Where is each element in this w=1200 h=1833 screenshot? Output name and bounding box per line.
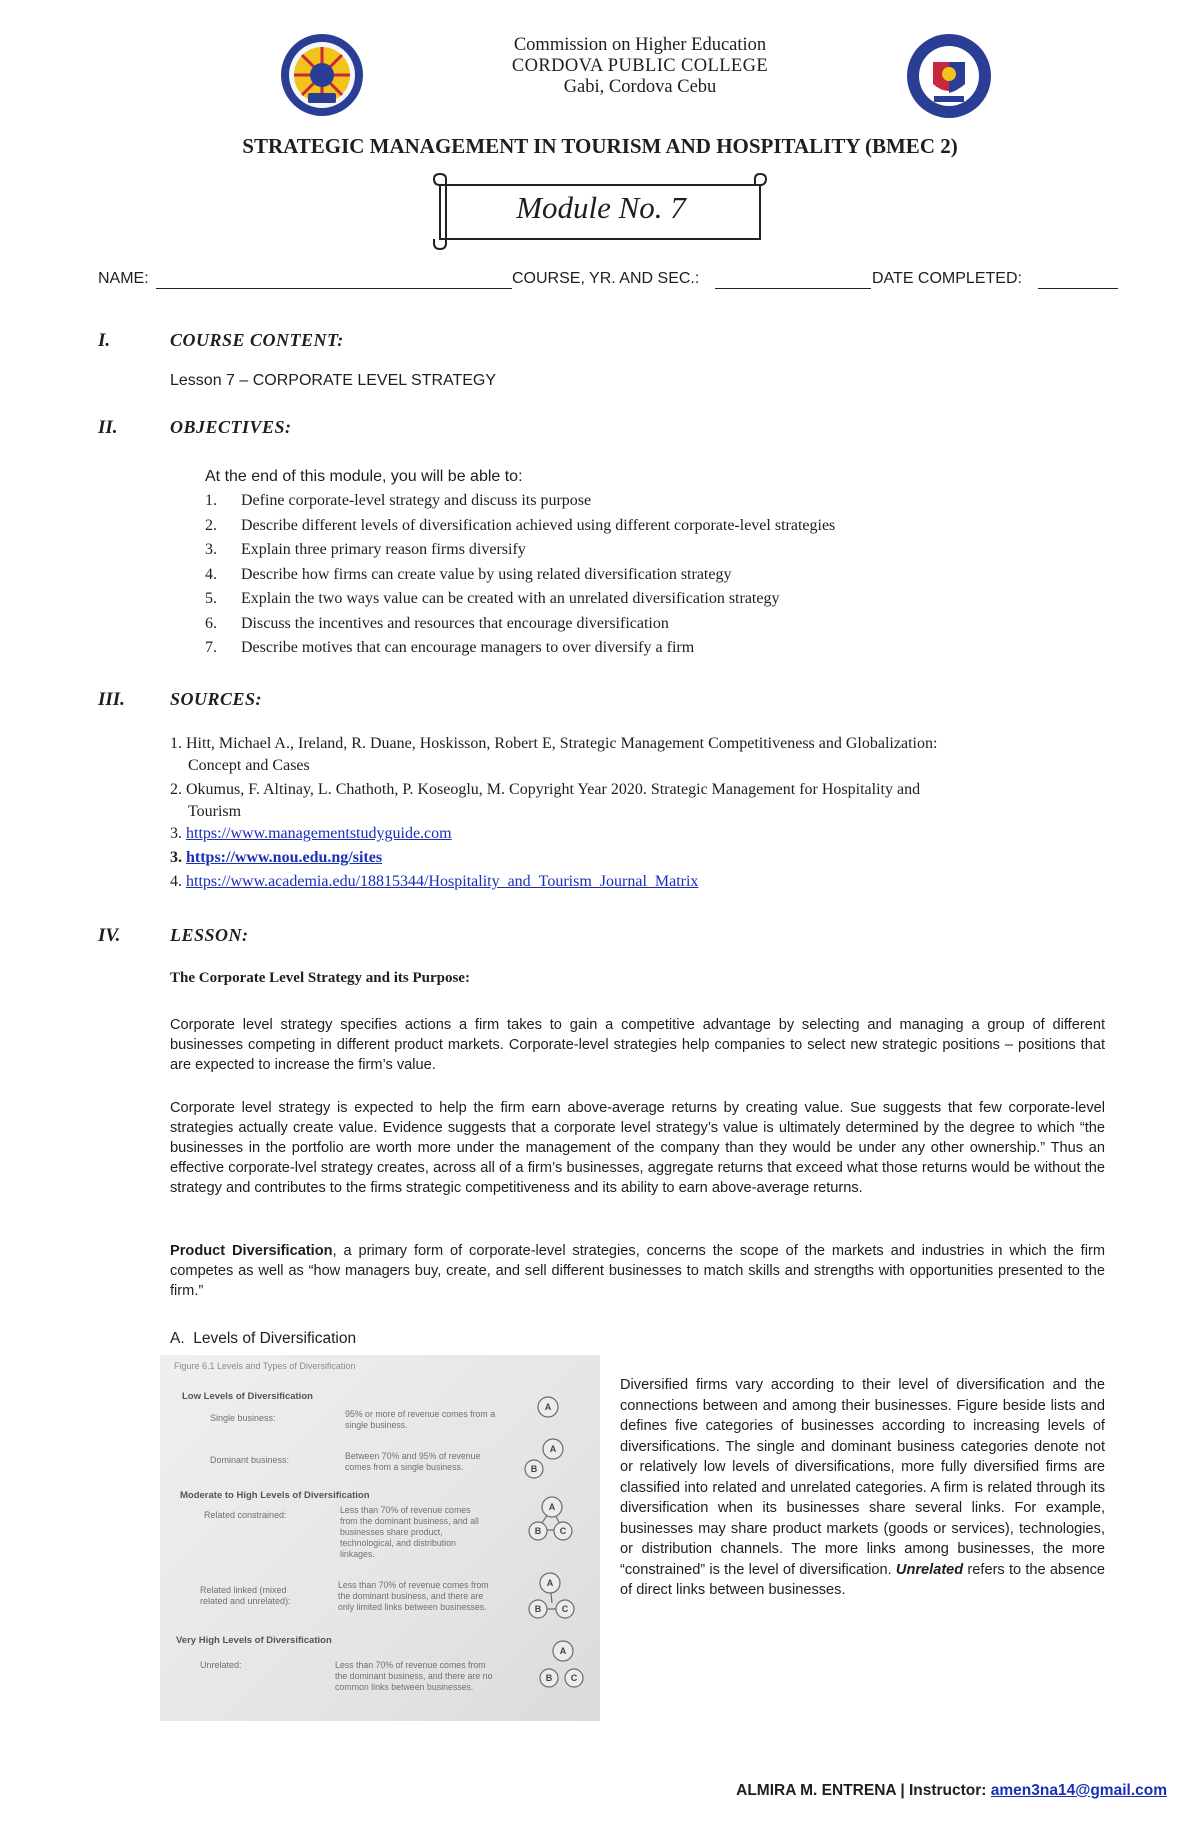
node-label: B <box>530 1464 538 1474</box>
course-label: COURSE, YR. AND SEC.: <box>512 270 700 287</box>
lesson-paragraph-2: Corporate level strategy is expected to help the firm earn above-average returns by creating value. Sue suggests that few corporate-level strategies actually create value. Evidence suggests that a corporate level strategy’s value is ultimately determined by the degree to which “the businesses in the portfolio are worth more under the management of the company than they would be under any other ownership.” Thus an effective corporate-lvel strategy creates, across all of a firm’s businesses, aggregate returns that exceed what those returns would be without the strategy and contributes to the firms strategic competitiveness and its ability to earn above-average returns. <box>170 1100 1105 1196</box>
source-item: 1. Hitt, Michael A., Ireland, R. Duane, Hoskisson, Robert E, Strategic Management Competitiveness and Globalization: <box>170 735 938 752</box>
source-item-cont: Tourism <box>188 803 242 820</box>
figure-row-desc: Between 70% and 95% of revenue comes from a single business. <box>345 1451 481 1472</box>
source-link-nou[interactable]: https://www.nou.edu.ng/sites <box>186 849 383 866</box>
student-info-fields <box>98 270 1098 294</box>
lesson-heading: The Corporate Level Strategy and its Purpose: <box>170 970 470 986</box>
header-address: Gabi, Cordova Cebu <box>563 77 717 97</box>
instructor-name: ALMIRA M. ENTRENA <box>736 1782 897 1799</box>
sources-list <box>170 733 1110 893</box>
figure-title: Figure 6.1 Levels and Types of Diversification <box>174 1361 356 1371</box>
section-4-number: IV. <box>98 925 121 946</box>
figure-row-label: Single business: <box>210 1413 276 1423</box>
subheading-levels: A. Levels of Diversification <box>170 1330 357 1347</box>
date-field[interactable] <box>1038 288 1118 289</box>
source-item-cont: Concept and Cases <box>188 757 310 774</box>
section-1-title: COURSE CONTENT: <box>170 330 344 350</box>
section-3-number: III. <box>98 689 125 710</box>
source-link-academia[interactable]: https://www.academia.edu/18815344/Hospitality_and_Tourism_Journal_Matrix <box>186 873 699 890</box>
section-2-number: II. <box>98 417 118 438</box>
section-4-title: LESSON: <box>170 925 249 945</box>
figure-row-desc: Less than 70% of revenue comes from the dominant business, and there are no common links between businesses. <box>335 1660 493 1692</box>
node-label: C <box>561 1604 569 1614</box>
figure-row-label: Related constrained: <box>204 1510 287 1520</box>
figure-group-moderate: Moderate to High Levels of Diversification <box>180 1490 370 1501</box>
source-item: 4. https://www.academia.edu/18815344/Hospitality_and_Tourism_Journal_Matrix <box>170 873 699 890</box>
figure-node-diagrams <box>160 1355 600 1721</box>
figure-row-label: Related linked (mixed related and unrelated): <box>200 1585 291 1606</box>
section-1-number: I. <box>98 330 111 351</box>
node-label: B <box>534 1526 542 1536</box>
instructor-email-link[interactable]: amen3na14@gmail.com <box>990 1782 1167 1799</box>
objective-item: 3. Explain three primary reason firms diversify <box>205 541 526 558</box>
objectives-list <box>205 492 1105 664</box>
figure-group-very-high: Very High Levels of Diversification <box>176 1635 332 1646</box>
objective-item: 1. Define corporate-level strategy and discuss its purpose <box>205 492 592 509</box>
node-label: A <box>544 1402 552 1412</box>
lesson-paragraph-3: Product Diversification, a primary form of corporate-level strategies, concerns the scope of the markets and industries in which the firm competes as well as “how managers buy, create, and sell different businesses to match skills and strengths with opportunities presented to the firm.” <box>170 1243 1105 1299</box>
objective-item: 4. Describe how firms can create value by using related diversification strategy <box>205 565 732 583</box>
name-field[interactable] <box>156 288 512 289</box>
objectives-intro: At the end of this module, you will be able to: <box>205 468 523 485</box>
node-label: C <box>570 1673 578 1683</box>
date-label: DATE COMPLETED: <box>872 270 1022 287</box>
lesson-paragraph-1: Corporate level strategy specifies actions a firm takes to gain a competitive advantage by selecting and managing a group of different businesses competing in different product markets. Corporate-level strategies help companies to select new strategic positions – positions that are expected to increase the firm’s value. <box>170 1017 1105 1073</box>
objective-item: 5. Explain the two ways value can be created with an unrelated diversification strategy <box>205 590 780 607</box>
objective-item: 2. Describe different levels of diversification achieved using different corporate-level strategies <box>205 516 836 534</box>
diversification-figure <box>160 1355 600 1721</box>
header-college: CORDOVA PUBLIC COLLEGE <box>511 56 769 76</box>
objective-item: 7. Describe motives that can encourage managers to over diversify a firm <box>205 639 695 656</box>
source-item: 2. Okumus, F. Altinay, L. Chathoth, P. Koseoglu, M. Copyright Year 2020. Strategic Management for Hospitality and <box>170 781 921 798</box>
node-label: A <box>559 1646 567 1656</box>
header-org <box>380 35 900 98</box>
figure-row-desc: 95% or more of revenue comes from a single business. <box>345 1409 496 1430</box>
source-link-managementstudyguide[interactable]: https://www.managementstudyguide.com <box>186 825 452 842</box>
footer-instructor: ALMIRA M. ENTRENA | Instructor: amen3na14@gmail.com <box>736 1782 1167 1799</box>
objective-item: 6. Discuss the incentives and resources that encourage diversification <box>205 614 669 632</box>
figure-group-low: Low Levels of Diversification <box>182 1391 313 1402</box>
source-item: 3. https://www.managementstudyguide.com <box>170 825 452 842</box>
figure-row-desc: Less than 70% of revenue comes from the dominant business, and there are only limited links between businesses. <box>338 1580 489 1612</box>
module-banner <box>430 171 770 251</box>
lesson-title: Lesson 7 – CORPORATE LEVEL STRATEGY <box>170 372 497 389</box>
node-label: A <box>548 1502 556 1512</box>
section-3-title: SOURCES: <box>170 689 263 709</box>
left-seal <box>280 33 364 117</box>
product-diversification-term: Product Diversification <box>170 1243 333 1259</box>
unrelated-term: Unrelated <box>895 1561 964 1578</box>
node-label: A <box>546 1578 554 1588</box>
right-seal <box>906 32 992 120</box>
course-field[interactable] <box>715 288 871 289</box>
figure-row-label: Unrelated: <box>200 1660 242 1670</box>
node-label: A <box>549 1444 557 1454</box>
source-item: 3. https://www.nou.edu.ng/sites <box>170 849 383 866</box>
levels-description: Diversified firms vary according to their level of diversification and the connections between and among their businesses. Figure beside lists and defines five categories of businesses according to increasing levels of diversifications. The single and dominant business categories denote not or relatively low levels of diversifications, more fully diversified firms are classified into related and unrelated categories. A firm is related through its diversification when its businesses share several links. For example, businesses may share product markets (goods or services), technologies, or distribution channels. The more links among businesses, the more “constrained” is the level of diversification. Unrelated refers to the absence of direct links between businesses. <box>620 1377 1105 1598</box>
node-label: C <box>559 1526 567 1536</box>
name-label: NAME: <box>98 270 149 287</box>
figure-row-label: Dominant business: <box>210 1455 290 1465</box>
node-label: B <box>545 1673 553 1683</box>
header-line1: Commission on Higher Education <box>513 35 767 55</box>
section-2-title: OBJECTIVES: <box>170 417 292 437</box>
figure-row-desc: Less than 70% of revenue comes from the dominant business, and all businesses share product, technological, and distribution linkages. <box>340 1505 479 1559</box>
course-title: STRATEGIC MANAGEMENT IN TOURISM AND HOSPITALITY (BMEC 2) <box>242 134 958 158</box>
node-label: B <box>534 1604 542 1614</box>
module-label: Module No. 7 <box>516 190 686 225</box>
